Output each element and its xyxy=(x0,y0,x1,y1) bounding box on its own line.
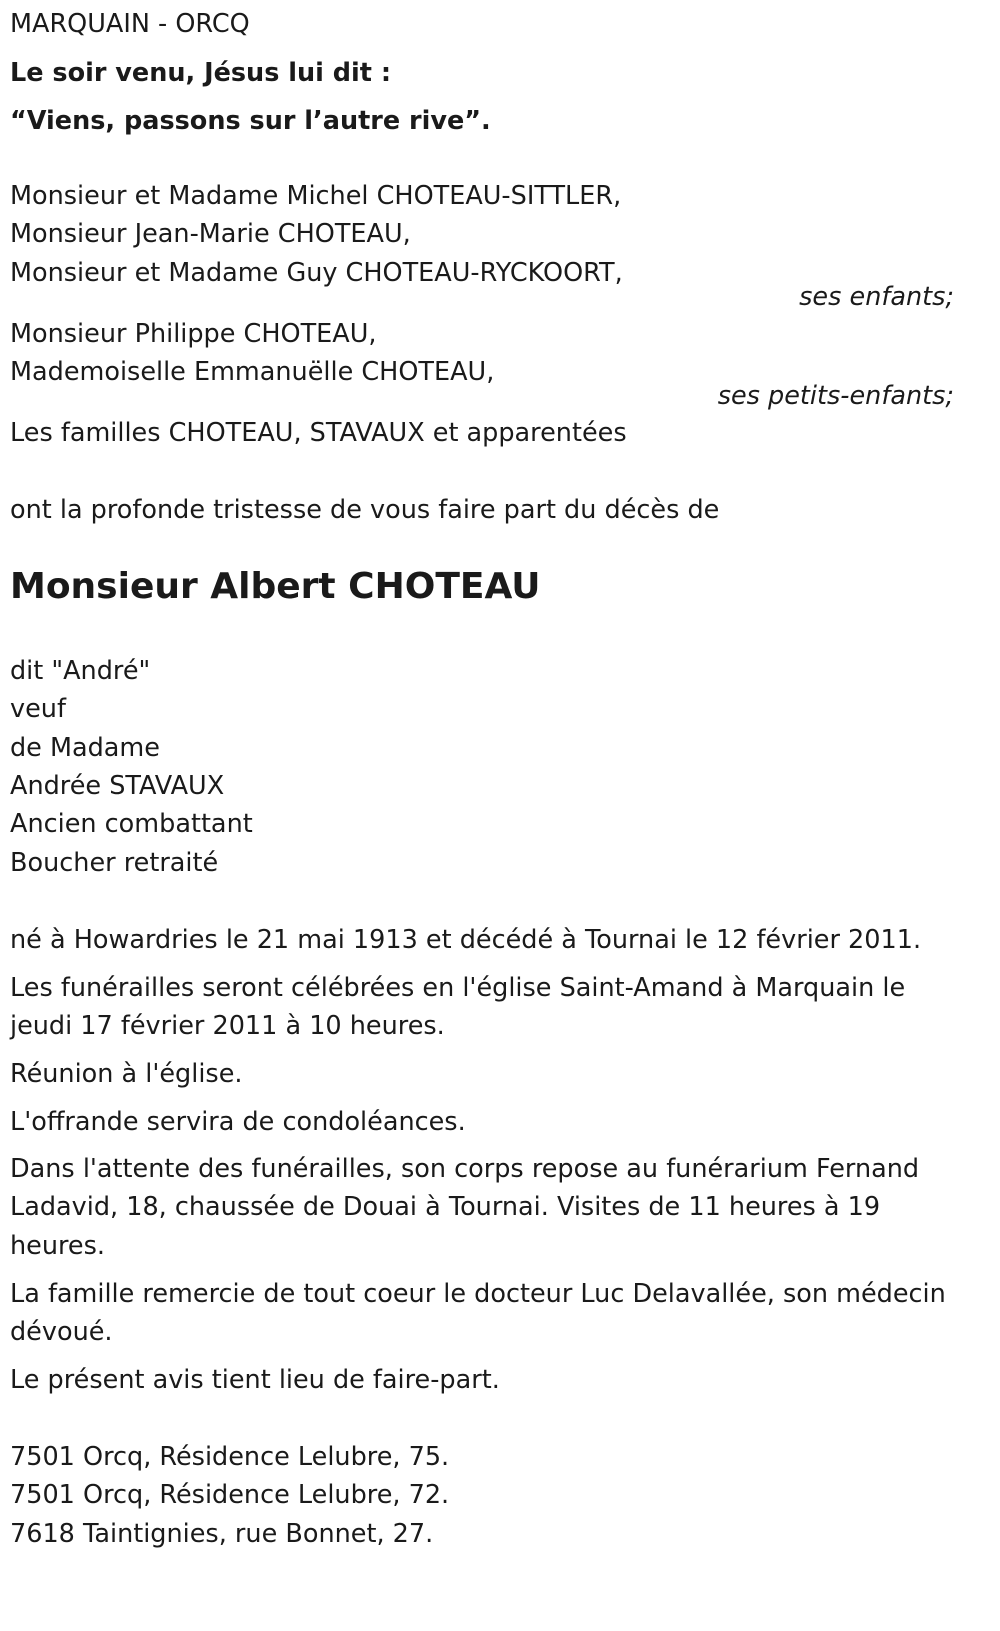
child-name: Monsieur et Madame Guy CHOTEAU-RYCKOORT, xyxy=(10,258,623,288)
grandchild-name: Mademoiselle Emmanuëlle CHOTEAU, xyxy=(10,357,495,387)
thanks-line-1: La famille remercie de tout coeur le docteur Luc Delavallée, son médecin xyxy=(10,1279,946,1309)
announcement-line: ont la profonde tristesse de vous faire part du décès de xyxy=(10,495,720,525)
child-name: Monsieur Jean-Marie CHOTEAU, xyxy=(10,219,411,249)
funeral-line-1: Les funérailles seront célébrées en l'église Saint-Amand à Marquain le xyxy=(10,973,906,1003)
address-line: 7501 Orcq, Résidence Lelubre, 75. xyxy=(10,1442,450,1472)
repose-line-3: heures. xyxy=(10,1231,106,1261)
families-line: Les familles CHOTEAU, STAVAUX et apparentées xyxy=(10,418,627,448)
child-name: Monsieur et Madame Michel CHOTEAU-SITTLER, xyxy=(10,181,622,211)
grandchildren-role: ses petits-enfants; xyxy=(717,381,954,411)
offering-line: L'offrande servira de condoléances. xyxy=(10,1107,466,1137)
funeral-line-2: jeudi 17 février 2011 à 10 heures. xyxy=(10,1011,445,1041)
detail-line: Andrée STAVAUX xyxy=(10,771,225,801)
deceased-name: Monsieur Albert CHOTEAU xyxy=(10,566,541,607)
birth-death-line: né à Howardries le 21 mai 1913 et décédé à Tournai le 12 février 2011. xyxy=(10,925,922,955)
children-role: ses enfants; xyxy=(799,282,954,312)
address-line: 7618 Taintignies, rue Bonnet, 27. xyxy=(10,1519,434,1549)
notice-line: Le présent avis tient lieu de faire-part. xyxy=(10,1365,500,1395)
repose-line-2: Ladavid, 18, chaussée de Douai à Tournai. Visites de 11 heures à 19 xyxy=(10,1192,881,1222)
meeting-line: Réunion à l'église. xyxy=(10,1059,243,1089)
location-heading: MARQUAIN - ORCQ xyxy=(10,9,250,39)
detail-line: de Madame xyxy=(10,733,160,763)
detail-line: Boucher retraité xyxy=(10,848,219,878)
detail-line: veuf xyxy=(10,694,66,724)
address-line: 7501 Orcq, Résidence Lelubre, 72. xyxy=(10,1480,450,1510)
thanks-line-2: dévoué. xyxy=(10,1317,113,1347)
detail-line: Ancien combattant xyxy=(10,809,253,839)
repose-line-1: Dans l'attente des funérailles, son corps repose au funérarium Fernand xyxy=(10,1154,920,1184)
quote-line-2: “Viens, passons sur l’autre rive”. xyxy=(10,106,491,136)
quote-line-1: Le soir venu, Jésus lui dit : xyxy=(10,58,392,88)
detail-line: dit "André" xyxy=(10,656,151,686)
grandchild-name: Monsieur Philippe CHOTEAU, xyxy=(10,319,377,349)
